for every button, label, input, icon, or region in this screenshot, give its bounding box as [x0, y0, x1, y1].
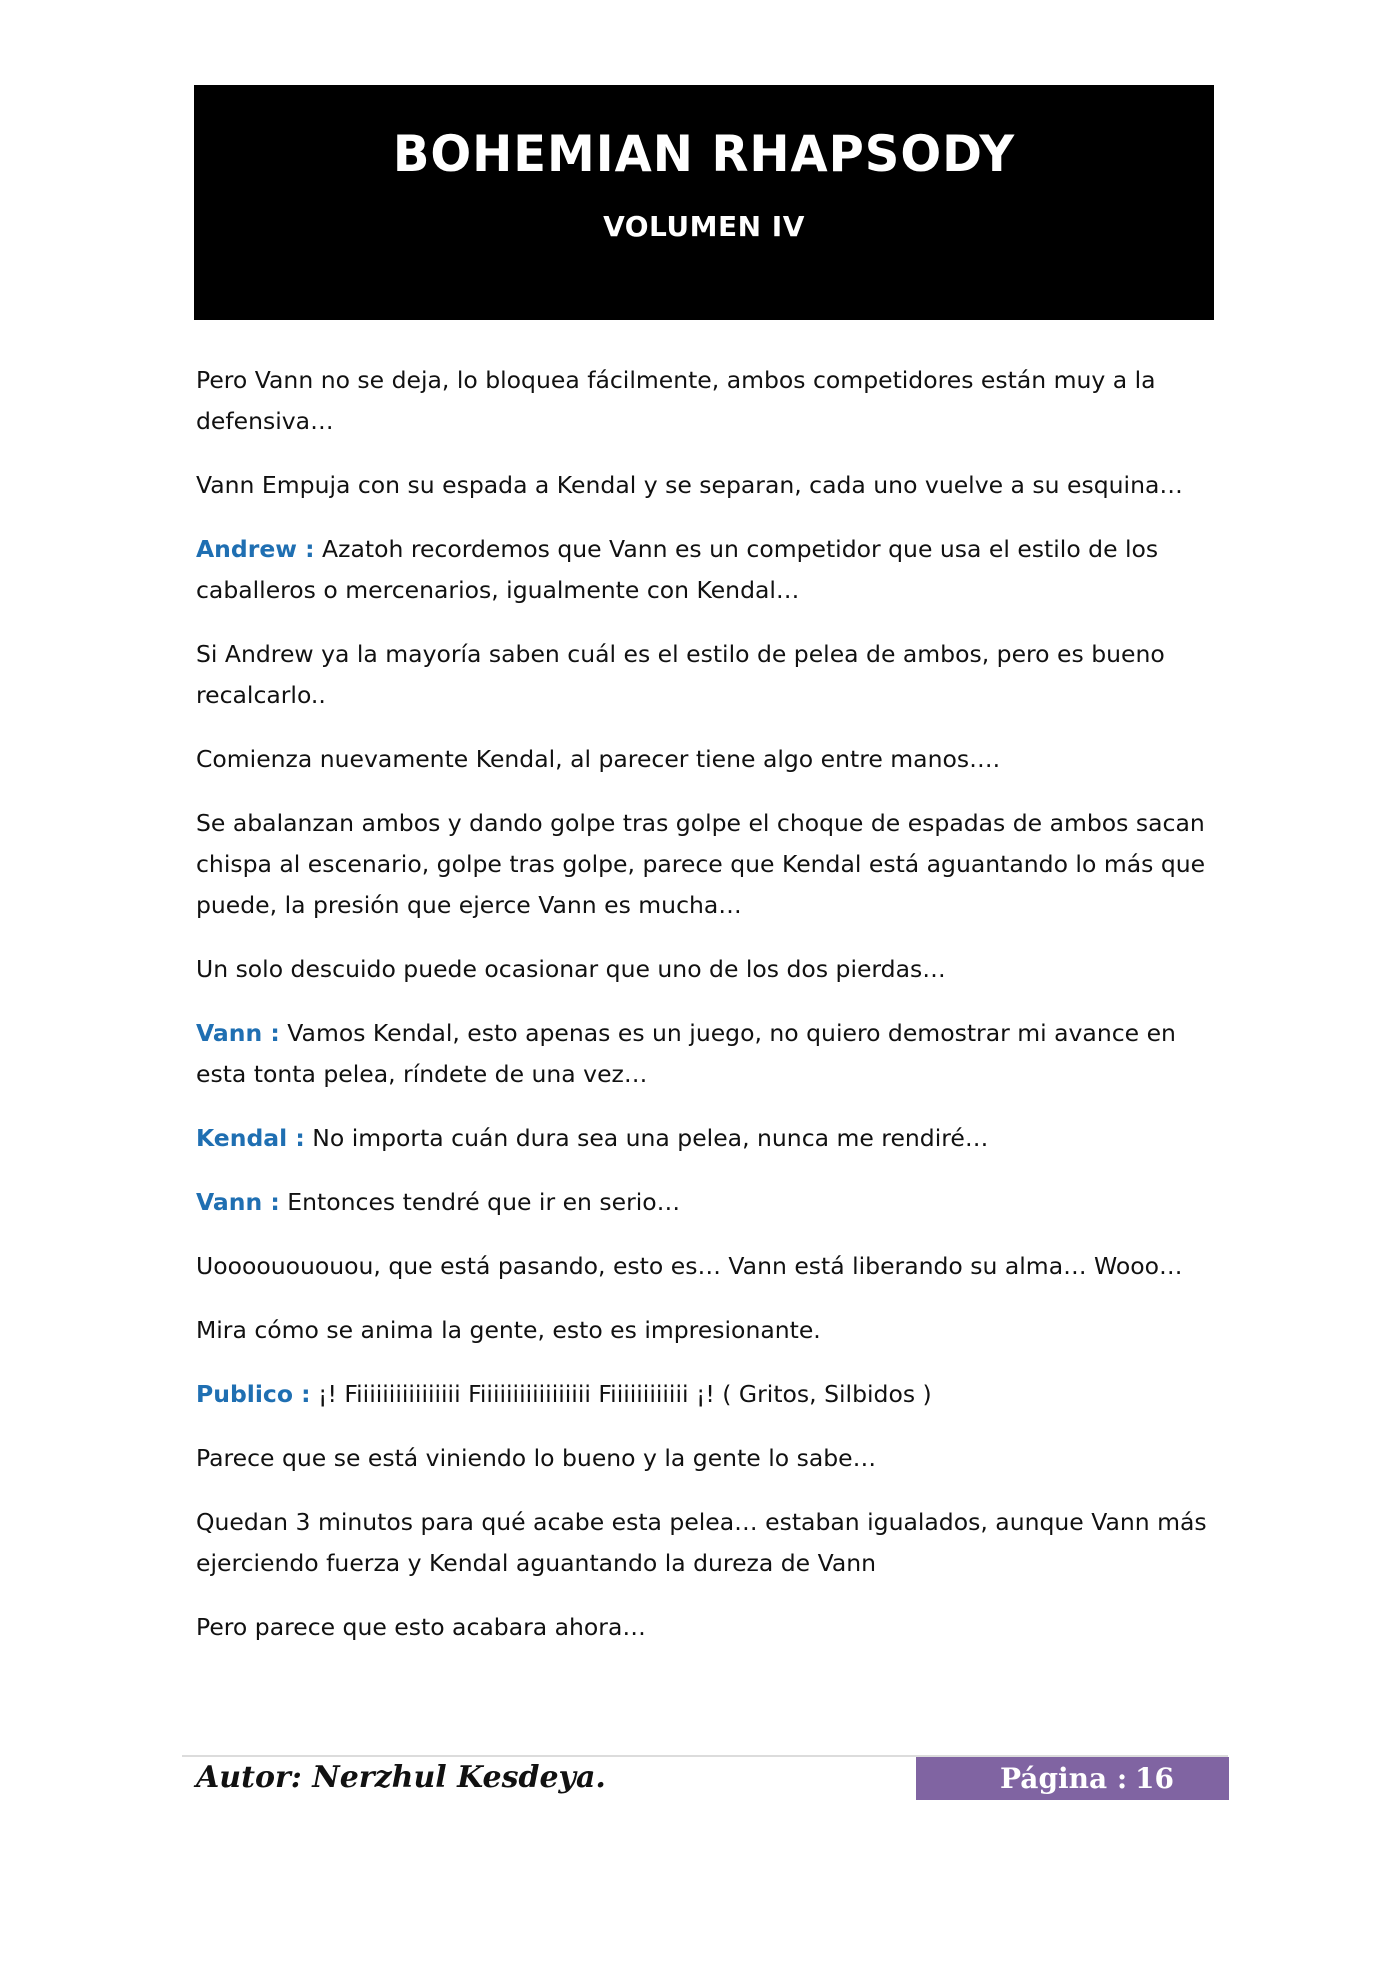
- document-title: BOHEMIAN RHAPSODY: [392, 125, 1016, 183]
- page-label: Página :: [1000, 1762, 1128, 1795]
- paragraph-text: Comienza nuevamente Kendal, al parecer tiene algo entre manos….: [196, 745, 1001, 773]
- paragraph-text: Pero parece que esto acabara ahora…: [196, 1613, 646, 1641]
- page-header: [194, 85, 1214, 320]
- paragraph-text: Entonces tendré que ir en serio…: [287, 1188, 681, 1216]
- paragraph: [196, 949, 1216, 990]
- paragraph-text: Uoooouououou, que está pasando, esto es… Vann está liberando su alma… Wooo…: [196, 1252, 1183, 1280]
- paragraph: [196, 634, 1216, 716]
- speaker-label: Vann :: [196, 1188, 280, 1216]
- speaker-label: Publico :: [196, 1380, 311, 1408]
- paragraph-text: Mira cómo se anima la gente, esto es impresionante.: [196, 1316, 821, 1344]
- body-text: [196, 360, 1216, 1671]
- paragraph: [196, 1182, 1216, 1223]
- speaker-label: Kendal :: [196, 1124, 305, 1152]
- paragraph-text: Azatoh recordemos que Vann es un competidor que usa el estilo de los caballeros o mercenarios, igualmente con Kendal…: [196, 535, 1159, 604]
- speaker-label: Andrew :: [196, 535, 315, 563]
- paragraph-text: Si Andrew ya la mayoría saben cuál es el estilo de pelea de ambos, pero es bueno recalcarlo..: [196, 640, 1165, 709]
- paragraph: [196, 1246, 1216, 1287]
- paragraph: [196, 1310, 1216, 1351]
- paragraph: [196, 739, 1216, 780]
- footer-author: Autor: Nerzhul Kesdeya.: [196, 1760, 606, 1795]
- paragraph: [196, 465, 1216, 506]
- paragraph-text: Un solo descuido puede ocasionar que uno de los dos pierdas…: [196, 955, 946, 983]
- paragraph-text: Parece que se está viniendo lo bueno y la gente lo sabe…: [196, 1444, 877, 1472]
- paragraph: [196, 1438, 1216, 1479]
- paragraph-text: No importa cuán dura sea una pelea, nunca me rendiré…: [312, 1124, 989, 1152]
- speaker-label: Vann :: [196, 1019, 280, 1047]
- paragraph-text: Pero Vann no se deja, lo bloquea fácilmente, ambos competidores están muy a la defensiva…: [196, 366, 1156, 435]
- paragraph: [196, 360, 1216, 442]
- paragraph: [196, 1607, 1216, 1648]
- paragraph: [196, 1118, 1216, 1159]
- page-number: 16: [1135, 1762, 1174, 1795]
- paragraph-text: Vamos Kendal, esto apenas es un juego, no quiero demostrar mi avance en esta tonta pelea, ríndete de una vez…: [196, 1019, 1176, 1088]
- paragraph: [196, 529, 1216, 611]
- paragraph-text: ¡! Fiiiiiiiiiiiiiiii Fiiiiiiiiiiiiiiiii Fiiiiiiiiiiii ¡! ( Gritos, Silbidos ): [318, 1380, 932, 1408]
- page-number-box: [916, 1757, 1229, 1800]
- document-subtitle: VOLUMEN IV: [603, 210, 805, 243]
- paragraph: [196, 1013, 1216, 1095]
- paragraph-text: Quedan 3 minutos para qué acabe esta pelea… estaban igualados, aunque Vann más ejerciendo fuerza y Kendal aguantando la dureza de Vann: [196, 1508, 1207, 1577]
- paragraph-text: Vann Empuja con su espada a Kendal y se separan, cada uno vuelve a su esquina…: [196, 471, 1183, 499]
- paragraph: [196, 803, 1216, 926]
- paragraph-text: Se abalanzan ambos y dando golpe tras golpe el choque de espadas de ambos sacan chispa al escenario, golpe tras golpe, parece que Kendal está aguantando lo más que puede, la presión que ejerce Vann es mucha…: [196, 809, 1206, 919]
- paragraph: [196, 1502, 1216, 1584]
- paragraph: [196, 1374, 1216, 1415]
